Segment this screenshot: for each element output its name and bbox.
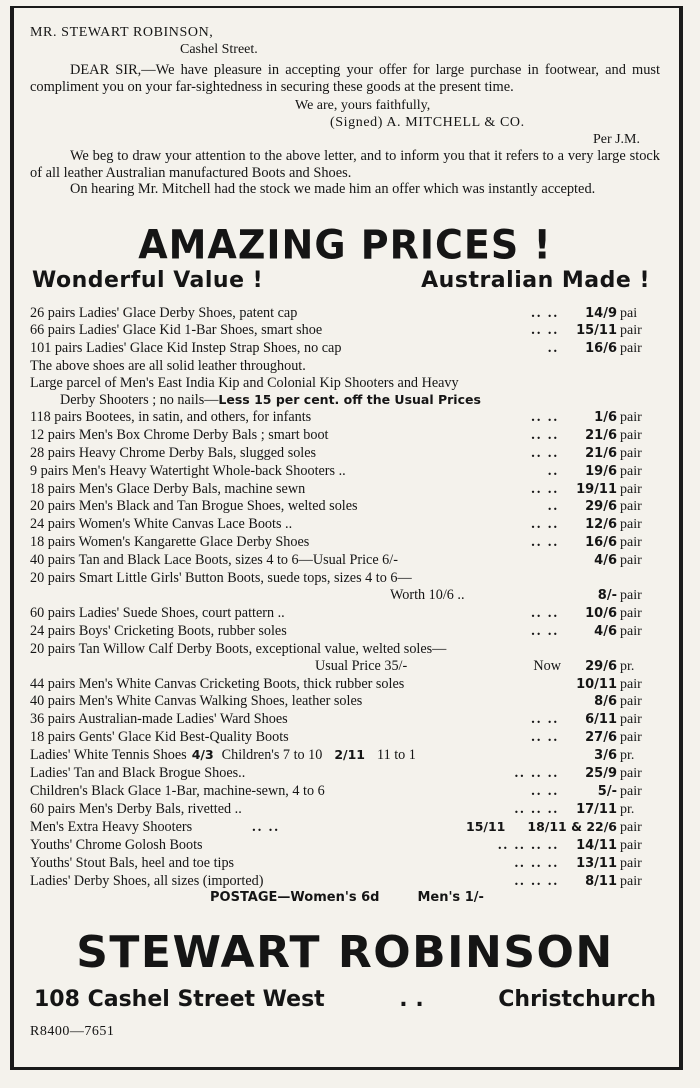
item-description: 40 pairs Men's White Canvas Walking Shoes, leather soles: [30, 693, 363, 710]
letter-signature: (Signed) A. MITCHELL & CO.: [330, 115, 525, 130]
item-unit: pair: [620, 766, 642, 782]
item-price: 8/-: [597, 588, 617, 603]
item-description: 9 pairs Men's Heavy Watertight Whole-back Shooters ..: [30, 462, 346, 479]
tennis-ladies-price: 4/3: [191, 747, 214, 763]
item-price: 27/6: [585, 730, 617, 746]
item-description: 60 pairs Men's Derby Bals, rivetted ..: [30, 800, 242, 817]
item-unit: pair: [620, 819, 642, 835]
price-list-item: [30, 765, 660, 783]
item-unit: pair: [620, 341, 642, 357]
parcel-line: Large parcel of Men's East India Kip and Colonial Kip Shooters and Heavy: [30, 375, 459, 392]
item-unit: pair: [620, 783, 642, 799]
item-unit: pair: [620, 588, 642, 603]
item-description: 44 pairs Men's White Canvas Cricketing Boots, thick rubber soles: [30, 675, 405, 692]
item-price: 19/11: [576, 481, 617, 497]
willow-usual-price: Usual Price 35/-: [315, 657, 408, 674]
item-description: 18 pairs Gents' Glace Kid Best-Quality Boots: [30, 729, 289, 746]
headline: AMAZING PRICES !: [138, 221, 552, 268]
item-unit: pair: [620, 605, 642, 621]
girls-boots-price-row: [30, 587, 660, 605]
item-description: 28 pairs Heavy Chrome Derby Bals, slugged soles: [30, 444, 317, 461]
item-dots: .. ..: [531, 604, 559, 621]
price-list-item: [30, 463, 660, 481]
extra-heavy-row: [30, 819, 660, 837]
tennis-children-price: 2/11: [334, 747, 366, 763]
item-dots: .. ..: [531, 444, 559, 461]
price-list-item: [30, 837, 660, 855]
note-all-leather: The above shoes are all solid leather throughout.: [30, 358, 306, 375]
advertisement: [30, 24, 660, 1040]
item-unit: pair: [620, 873, 642, 889]
item-unit: pair: [620, 676, 642, 692]
item-dots: .. .. ..: [514, 872, 559, 889]
price-list-item: [30, 873, 660, 891]
item-unit: pair: [620, 837, 642, 853]
item-unit: pai: [620, 305, 638, 321]
intro-paragraph-2: On hearing Mr. Mitchell had the stock we made him an offer which was instantly accepted.: [70, 181, 596, 197]
willow-now: Now: [533, 657, 561, 674]
item-price: 4/6: [594, 623, 617, 639]
item-unit: pair: [620, 463, 642, 479]
price-list-item: [30, 783, 660, 801]
subhead-value: Wonderful Value !: [32, 267, 264, 293]
item-price: 8/6: [594, 694, 617, 710]
tennis-desc: Ladies' White Tennis Shoes: [30, 747, 187, 764]
item-price: 3/6: [594, 748, 617, 764]
item-dots: .. .. ..: [514, 800, 559, 817]
item-unit: pair: [620, 499, 642, 515]
price-list-item: [30, 711, 660, 729]
girls-worth: Worth 10/6 ..: [390, 587, 465, 603]
parcel-line-2: [30, 392, 660, 409]
item-dots: ..: [547, 498, 559, 515]
letter-street: Cashel Street.: [180, 42, 258, 57]
item-price: 16/6: [585, 535, 617, 551]
letter-per: Per J.M.: [592, 132, 640, 147]
extra-heavy-price-1: 15/11: [466, 818, 506, 834]
item-description: 24 pairs Boys' Cricketing Boots, rubber soles: [30, 622, 287, 639]
price-list-item: [30, 534, 660, 552]
price-list-item: [30, 605, 660, 623]
item-dots: .. ..: [531, 534, 559, 551]
item-price: 8/11: [585, 873, 617, 889]
item-unit: pair: [620, 623, 642, 639]
item-description: 18 pairs Women's Kangarette Glace Derby Shoes: [30, 534, 310, 551]
price-list-item: [30, 623, 660, 641]
item-description: Ladies' Derby Shoes, all sizes (imported): [30, 872, 264, 889]
item-unit: pair: [620, 730, 642, 746]
letter-paragraph: DEAR SIR,—We have pleasure in accepting your offer for large purchase in footwear, and must compliment you on your far-sightedness in securing these goods at the present time.: [30, 62, 660, 95]
letter-closing: We are, yours faithfully,: [295, 98, 431, 113]
item-price: 1/6: [594, 409, 617, 425]
address-street: 108 Cashel Street West: [34, 987, 325, 1013]
item-price: 21/6: [585, 445, 617, 461]
extra-heavy-price-2: 18/11 & 22/6: [527, 818, 617, 834]
item-description: Ladies' Tan and Black Brogue Shoes..: [30, 765, 246, 782]
item-dots: .. .. .. ..: [497, 836, 559, 853]
item-price: 5/-: [597, 783, 617, 799]
address-city: Christchurch: [498, 987, 656, 1013]
price-list-item: [30, 498, 660, 516]
price-list-item: [30, 427, 660, 445]
item-dots: .. ..: [531, 711, 559, 728]
item-description: 60 pairs Ladies' Suede Shoes, court pattern ..: [30, 604, 285, 621]
item-price: 15/11: [576, 323, 617, 339]
item-dots: .. ..: [531, 480, 559, 497]
item-description: 12 pairs Men's Box Chrome Derby Bals ; smart boot: [30, 426, 329, 443]
item-price: 12/6: [585, 517, 617, 533]
address-separator: . .: [399, 987, 424, 1013]
item-description: Youths' Stout Bals, heel and toe tips: [30, 854, 235, 871]
postage-men: Men's 1/-: [417, 890, 484, 906]
item-price: 21/6: [585, 427, 617, 443]
item-price: 14/9: [585, 305, 617, 321]
item-dots: .. .. ..: [514, 765, 559, 782]
item-price: 19/6: [585, 463, 617, 479]
price-list-item: [30, 855, 660, 873]
item-description: 24 pairs Women's White Canvas Lace Boots ..: [30, 516, 293, 533]
item-dots: .. ..: [531, 322, 559, 339]
item-description: 101 pairs Ladies' Glace Kid Instep Strap Shoes, no cap: [30, 340, 342, 357]
subhead-australian: Australian Made !: [421, 267, 650, 293]
item-unit: pr.: [620, 748, 635, 764]
item-price: 6/11: [585, 712, 617, 728]
item-description: Children's Black Glace 1-Bar, machine-sewn, 4 to 6: [30, 782, 325, 799]
willow-boots-line: 20 pairs Tan Willow Calf Derby Boots, exceptional value, welted soles—: [30, 640, 447, 657]
item-price: 29/6: [585, 499, 617, 515]
item-unit: pr.: [620, 801, 635, 817]
item-description: 36 pairs Australian-made Ladies' Ward Shoes: [30, 711, 288, 728]
item-dots: .. .. ..: [514, 854, 559, 871]
tennis-shoes-row: [30, 747, 660, 765]
item-price: 14/11: [576, 837, 617, 853]
item-price: 25/9: [585, 766, 617, 782]
item-unit: pair: [620, 427, 642, 443]
item-description: 20 pairs Men's Black and Tan Brogue Shoes, welted soles: [30, 498, 358, 515]
price-list-item: [30, 729, 660, 747]
item-price: 4/6: [594, 553, 617, 569]
tennis-children-label: Children's 7 to 10: [221, 747, 323, 764]
item-dots: .. ..: [531, 304, 559, 321]
item-price: 17/11: [576, 801, 617, 817]
item-dots: ..: [547, 340, 559, 357]
item-dots: .. ..: [531, 782, 559, 799]
item-price: 10/6: [585, 605, 617, 621]
price-list-item: [30, 322, 660, 340]
intro-paragraph: We beg to draw your attention to the above letter, and to inform you that it refers to a very large stock of all leather Australian manufactured Boots and Shoes.: [30, 148, 660, 181]
item-description: 40 pairs Tan and Black Lace Boots, sizes 4 to 6—Usual Price 6/-: [30, 552, 398, 569]
item-description: 66 pairs Ladies' Glace Kid 1-Bar Shoes, smart shoe: [30, 322, 323, 339]
price-list-item: [30, 676, 660, 694]
price-list-item: [30, 516, 660, 534]
item-dots: ..: [547, 462, 559, 479]
price-list: [30, 305, 660, 908]
item-description: 118 pairs Bootees, in satin, and others, for infants: [30, 408, 312, 425]
price-list-item: [30, 445, 660, 463]
item-price: 13/11: [576, 855, 617, 871]
item-price: 29/6: [585, 658, 617, 674]
item-description: 18 pairs Men's Glace Derby Bals, machine sewn: [30, 480, 306, 497]
reference-number: R8400—7651: [30, 1024, 115, 1040]
item-unit: pair: [620, 855, 642, 871]
item-unit: pair: [620, 712, 642, 728]
item-description: 26 pairs Ladies' Glace Derby Shoes, patent cap: [30, 304, 298, 321]
item-description: Youths' Chrome Golosh Boots: [30, 836, 203, 853]
price-list-item: [30, 693, 660, 711]
item-dots: .. ..: [531, 729, 559, 746]
item-unit: pair: [620, 694, 642, 710]
item-dots: .. ..: [531, 426, 559, 443]
store-name: STEWART ROBINSON: [76, 927, 614, 979]
price-list-item: [30, 409, 660, 427]
item-unit: pair: [620, 445, 642, 461]
willow-boots-price-row: [30, 658, 660, 676]
price-list-item: [30, 305, 660, 323]
item-unit: pair: [620, 323, 642, 339]
item-unit: pair: [620, 409, 642, 425]
postage-line: [30, 890, 660, 907]
item-price: 16/6: [585, 341, 617, 357]
subheadline: [30, 268, 660, 293]
item-unit: pair: [620, 481, 642, 497]
letter-addressee: MR. STEWART ROBINSON,: [30, 25, 214, 40]
item-dots: .. ..: [531, 622, 559, 639]
extra-heavy-desc: Men's Extra Heavy Shooters: [30, 818, 193, 835]
item-unit: pair: [620, 517, 642, 533]
girls-boots-line: 20 pairs Smart Little Girls' Button Boots, suede tops, sizes 4 to 6—: [30, 570, 412, 587]
price-list-item: [30, 481, 660, 499]
parcel-discount: Less 15 per cent. off the Usual Prices: [218, 392, 481, 408]
item-price: 10/11: [576, 676, 617, 692]
parcel-text: Derby Shooters ; no nails—: [60, 392, 219, 409]
item-unit: pair: [620, 553, 642, 569]
price-list-item: [30, 340, 660, 358]
store-address: [30, 987, 660, 1012]
postage-women: POSTAGE—Women's 6d: [210, 890, 380, 906]
price-list-item: [30, 552, 660, 570]
item-dots: .. ..: [252, 818, 280, 835]
tennis-range: 11 to 1: [377, 747, 416, 764]
item-unit: pr.: [620, 658, 635, 674]
price-list-item: [30, 801, 660, 819]
item-dots: .. ..: [531, 516, 559, 533]
item-dots: .. ..: [531, 408, 559, 425]
item-unit: pair: [620, 535, 642, 551]
